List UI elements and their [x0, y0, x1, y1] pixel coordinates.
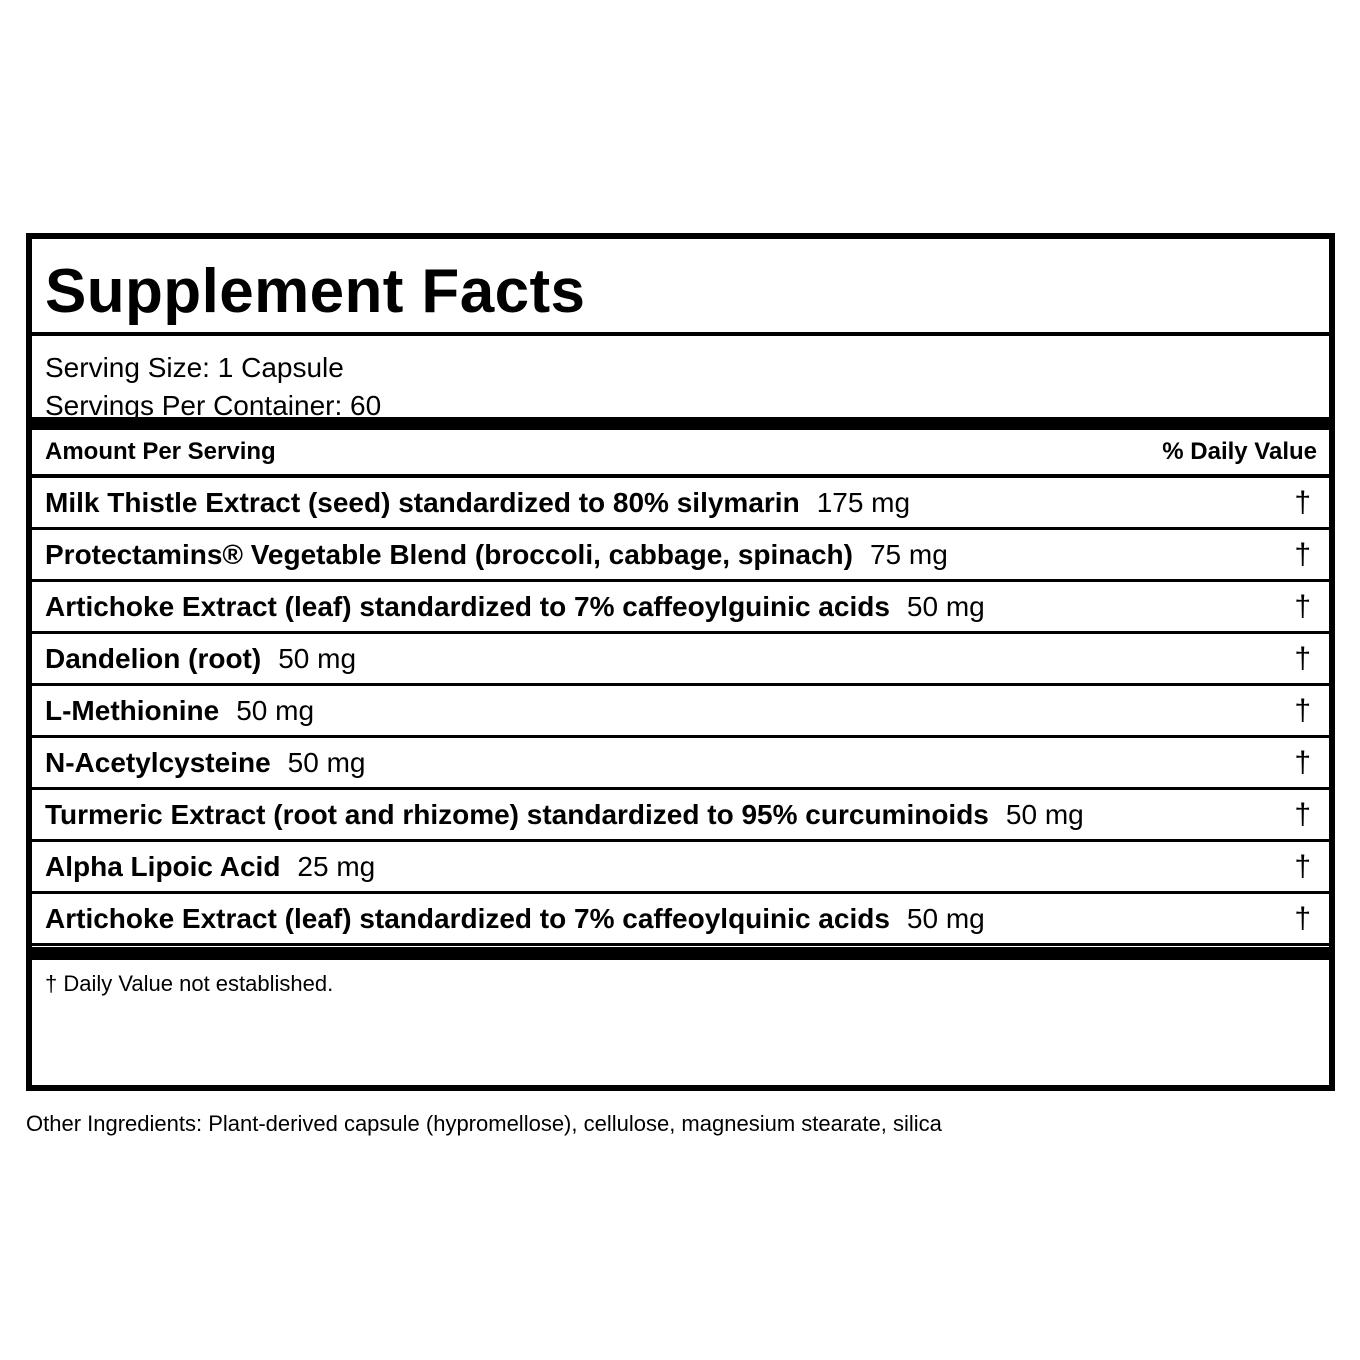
daily-value-footnote: † Daily Value not established. [45, 971, 334, 996]
ingredient-name: Turmeric Extract (root and rhizome) standardized to 95% curcuminoids [45, 798, 989, 830]
ingredient-row [32, 738, 1329, 790]
servings-per-container: Servings Per Container: 60 [45, 390, 382, 421]
ingredient-name: Artichoke Extract (leaf) standardized to 7% caffeoylguinic acids [45, 590, 890, 622]
ingredient-name: Protectamins® Vegetable Blend (broccoli, cabbage, spinach) [45, 538, 853, 570]
ingredient-row [32, 530, 1329, 582]
ingredient-amount: 50 mg [906, 902, 985, 934]
ingredient-daily-value: † [1294, 797, 1311, 831]
amount-per-serving-header: Amount Per Serving [45, 438, 276, 465]
ingredient-name: N-Acetylcysteine [45, 746, 271, 778]
ingredient-list [32, 478, 1329, 946]
ingredient-amount: 75 mg [869, 538, 948, 570]
ingredient-amount: 50 mg [287, 746, 366, 778]
ingredient-daily-value: † [1294, 901, 1311, 935]
ingredient-daily-value: † [1294, 745, 1311, 779]
ingredient-daily-value: † [1294, 641, 1311, 675]
column-header [32, 430, 1329, 478]
ingredient-row [32, 634, 1329, 686]
ingredient-name: Dandelion (root) [45, 642, 262, 674]
ingredient-daily-value: † [1294, 485, 1311, 519]
ingredient-daily-value: † [1294, 693, 1311, 727]
serving-size: Serving Size: 1 Capsule [45, 352, 344, 383]
daily-value-header: % Daily Value [1162, 438, 1317, 465]
ingredient-amount: 50 mg [906, 590, 985, 622]
other-ingredients: Other Ingredients: Plant-derived capsule (hypromellose), cellulose, magnesium stearate, silica [26, 1111, 942, 1136]
ingredient-daily-value: † [1294, 849, 1311, 883]
ingredient-row [32, 842, 1329, 894]
ingredient-amount: 25 mg [297, 850, 376, 882]
ingredient-name: Milk Thistle Extract (seed) standardized to 80% silymarin [45, 486, 800, 518]
ingredient-daily-value: † [1294, 537, 1311, 571]
ingredient-row [32, 894, 1329, 946]
ingredient-row [32, 686, 1329, 738]
thick-divider [32, 946, 1329, 960]
ingredient-row [32, 582, 1329, 634]
ingredient-daily-value: † [1294, 589, 1311, 623]
ingredient-row [32, 790, 1329, 842]
panel-title: Supplement Facts [32, 239, 1329, 336]
ingredient-amount: 50 mg [278, 642, 357, 674]
supplement-facts-panel [26, 233, 1335, 1091]
ingredient-name: Alpha Lipoic Acid [45, 850, 281, 882]
ingredient-amount: 50 mg [236, 694, 315, 726]
ingredient-name: L-Methionine [45, 694, 220, 726]
serving-info [32, 336, 1329, 430]
ingredient-row [32, 478, 1329, 530]
ingredient-amount: 175 mg [816, 486, 911, 518]
ingredient-name: Artichoke Extract (leaf) standardized to 7% caffeoylquinic acids [45, 902, 890, 934]
ingredient-amount: 50 mg [1005, 798, 1084, 830]
